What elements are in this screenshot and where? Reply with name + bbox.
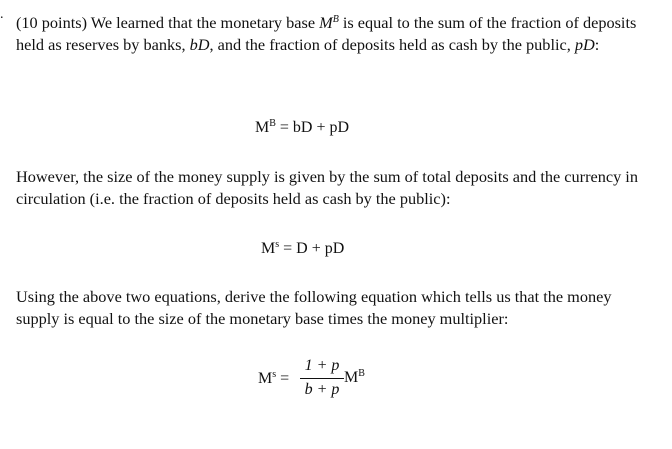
equation1-rhs: = bD + pD (275, 119, 350, 136)
fraction-denominator: b + p (304, 381, 340, 398)
equation3-lhs: $M^s$ = (258, 369, 290, 387)
equation3-rhs: $M^B$ (344, 368, 365, 386)
fraction-numerator: 1 + p (304, 357, 340, 374)
fraction-bar (300, 378, 344, 379)
list-marker: . (0, 7, 4, 22)
money-supply-paragraph: However, the size of the money supply is given by the sum of total deposits and the currency in circulation (i.e. the fraction of deposits held as cash by the public): (16, 167, 638, 208)
intro-prefix: (10 points) We learned that the monetary base (16, 13, 320, 32)
monetary-base-symbol: $M^B$ (319, 13, 339, 32)
monetary-base-equation (255, 118, 349, 138)
question-intro-paragraph (16, 12, 656, 56)
reserves-term: bD (189, 35, 210, 54)
equation1-lhs: $M^B$ (255, 118, 276, 136)
cash-term: pD (574, 35, 595, 54)
derivation-instruction-paragraph: Using the above two equations, derive the following equation which tells us that the money supply is equal to the size of the monetary base times the money multiplier: (16, 287, 612, 328)
equation2-rhs: = D + pD (279, 240, 345, 257)
money-multiplier-fraction (298, 357, 346, 403)
equation2-lhs: $M^s$ (261, 239, 280, 257)
intro-and: , and the fraction of deposits held as cash by the public, (209, 35, 575, 54)
intro-middle: is equal to the sum of the fraction of deposits held as reserves by banks, (16, 13, 637, 54)
money-supply-equation (261, 239, 344, 259)
intro-end: : (594, 35, 600, 54)
